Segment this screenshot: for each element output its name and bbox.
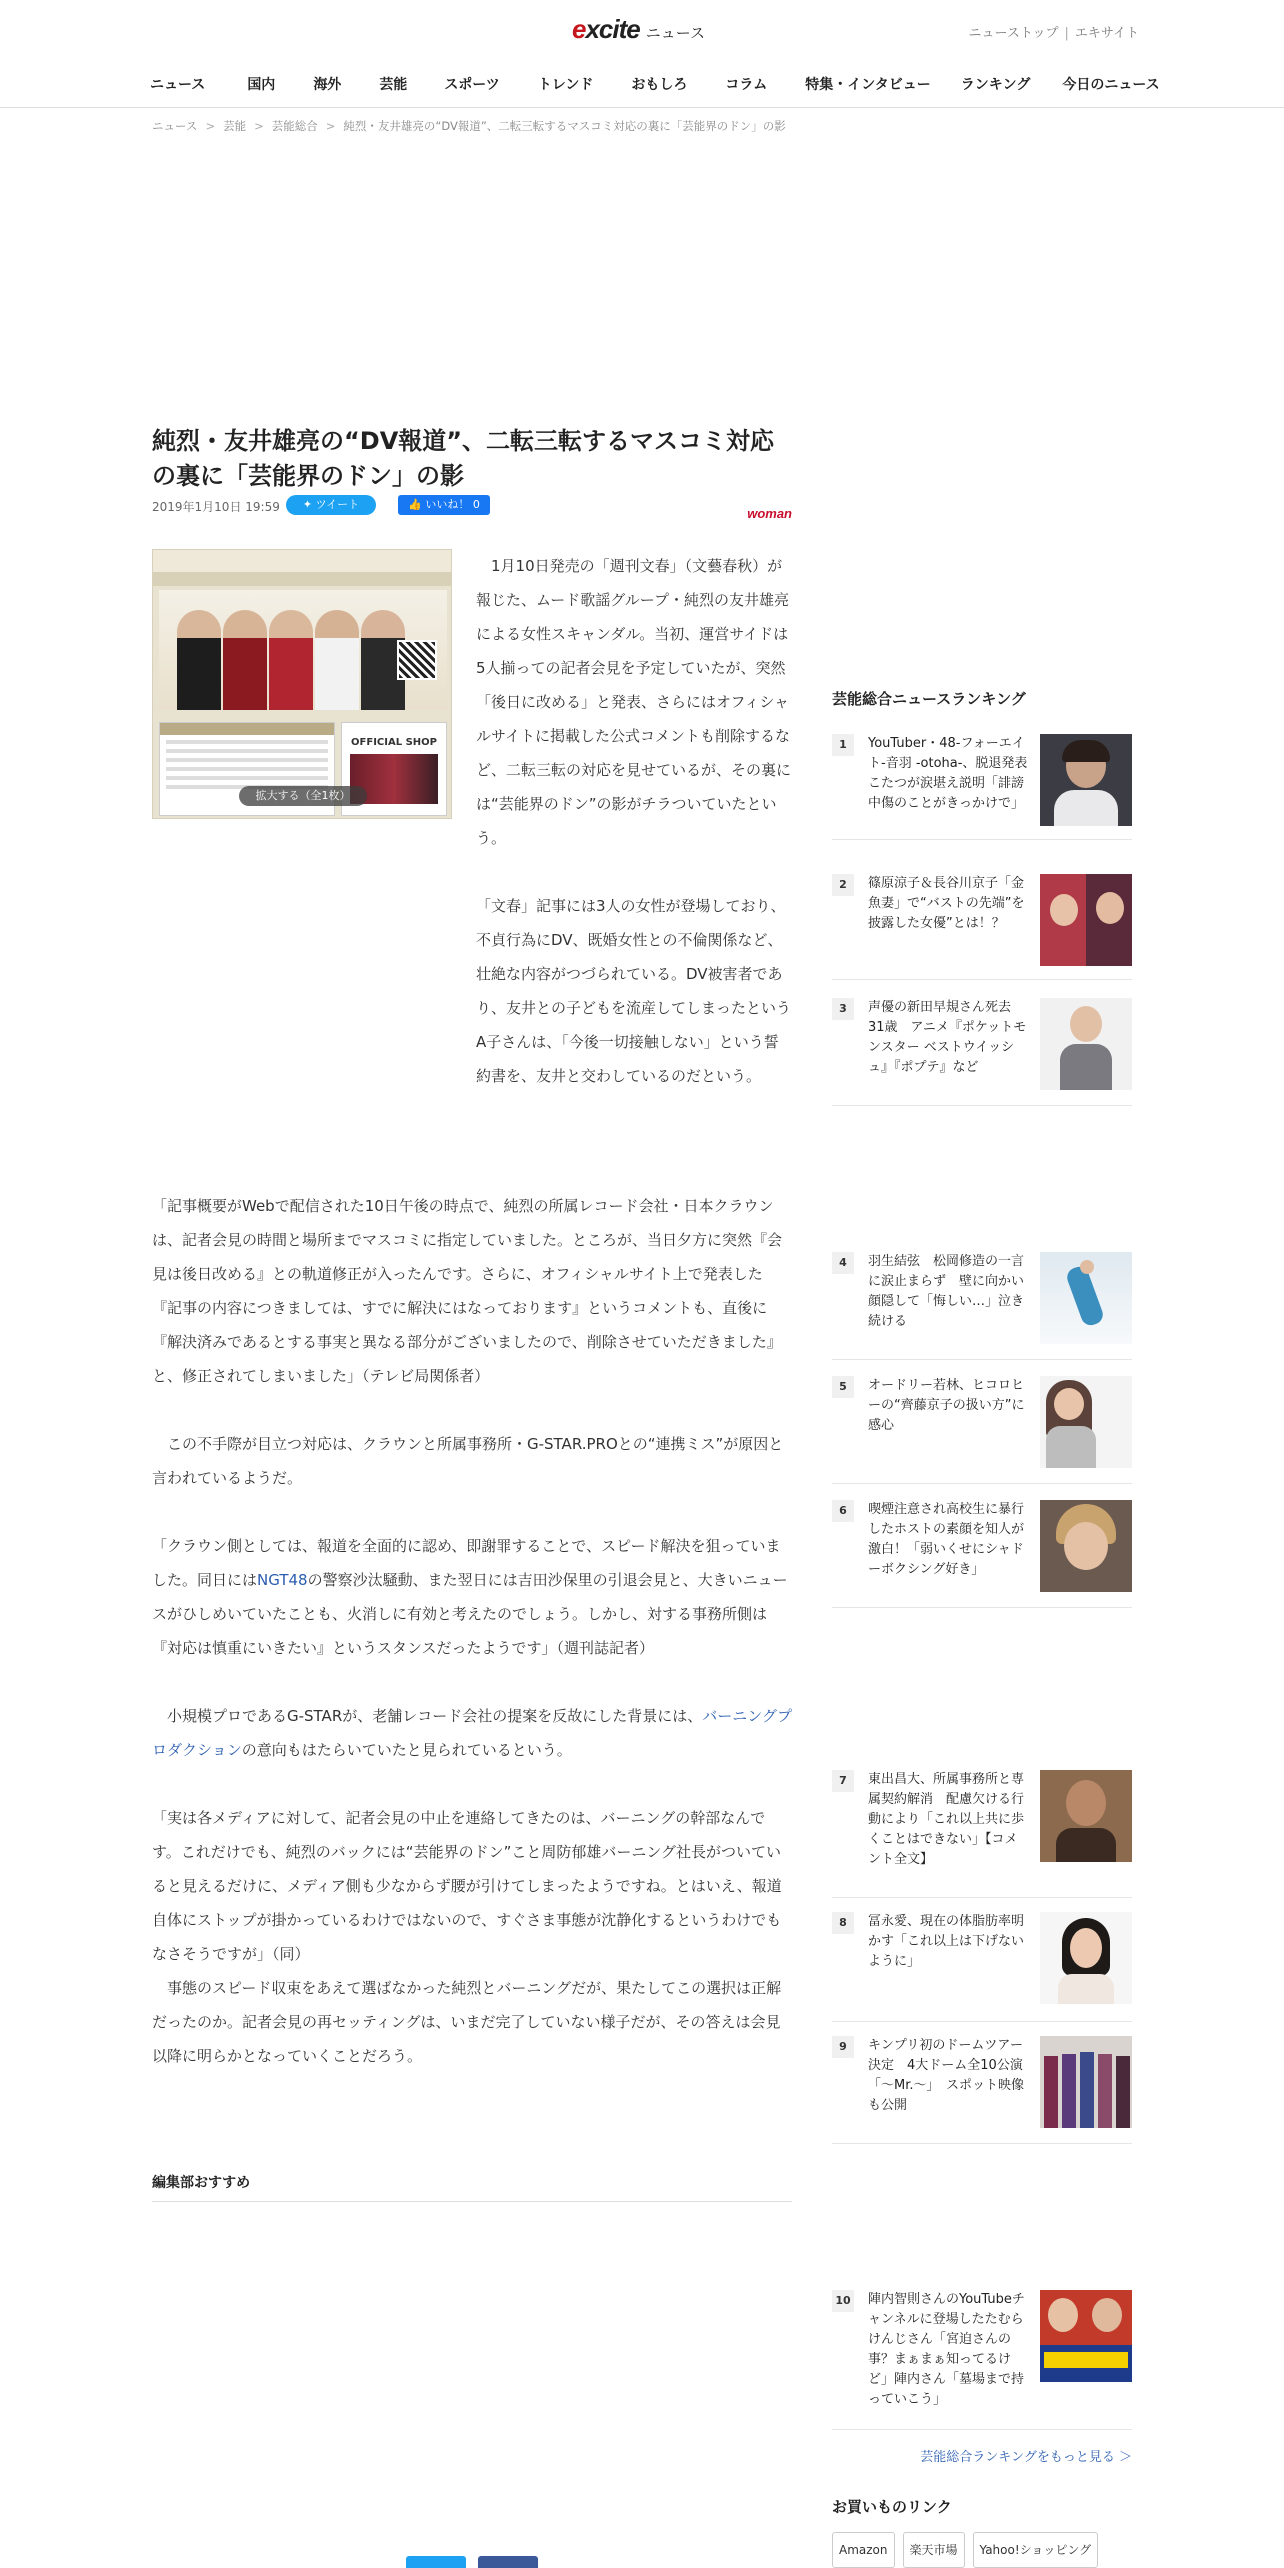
ranking-number: 2 [832,874,854,896]
photo-person [223,610,267,710]
ranking-thumbnail[interactable] [1040,1376,1132,1468]
article-date: 2019年1月10日 19:59 [152,500,280,514]
tweet-label: ツイート [315,498,360,511]
ranking-item[interactable] [832,1376,1132,1484]
body-text-span: の警察沙汰騒動、また翌日には吉田沙保里の引退会見と、大きいニュースがひしめいていたことも、火消しに有効と考えたのでしょう。しかし、対する事務所側は『対応は慎重にいきたい』というスタンスだったようです」（週刊誌記者） [152,1571,788,1657]
body-paragraph: 「記事概要がWebで配信された10日午後の時点で、純烈の所属レコード会社・日本クラウンは、記者会見の時間と場所までマスコミに指定していました。ところが、当日夕方に突然『会見は後日改める』との軌道修正が入ったんです。さらに、オフィシャルサイト上で発表した『記事の内容につきましては、すでに解決にはなっております』というコメントも、直後に『解決済みであるとする事実と異なる部分がございましたので、削除させていただきました』と、修正されてしまいました」（テレビ局関係者） [152,1197,783,1385]
ranking-thumbnail[interactable] [1040,1770,1132,1862]
photo-banner [159,590,447,710]
enlarge-button[interactable]: 拡大する（全1枚） [239,786,367,806]
ranking-number: 5 [832,1376,854,1398]
nav-item-today[interactable]: 今日のニュース [1062,77,1160,93]
lead-paragraph: 「文春」記事には3人の女性が登場しており、不貞行為にDV、既婚女性との不倫関係など、壮絶な内容がつづられている。DV被害者であり、友井との子どもを流産してしまったというA子さんは、「今後一切接触しない」という誓約書を、友井と交わしているのだという。 [476,897,792,1085]
nav-item-entertainment[interactable]: 芸能 [379,77,408,93]
photo-site-header [153,550,452,572]
ranking-number: 1 [832,734,854,756]
body-paragraph [152,1529,792,1665]
nav-item-ranking[interactable]: ランキング [960,77,1031,93]
ranking-item[interactable] [832,1912,1132,2022]
tweet-button[interactable] [286,495,376,515]
nav-item-trend[interactable]: トレンド [537,77,594,93]
rakuten-link[interactable]: 楽天市場 [903,2532,965,2568]
body-text-span: 小規模プロであるG-STARが、老舗レコード会社の提案を反故にした背景には、 [167,1707,703,1725]
ranking-headline[interactable]: 陣内智則さんのYouTubeチャンネルに登場したたむらけんじさん「宮迫さんの事？まぁまぁ知ってるけど」陣内さん「墓場まで持っていこう」 [868,2292,1025,2407]
nav-item-sports[interactable]: スポーツ [444,77,500,93]
ranking-item[interactable] [832,2290,1132,2430]
excite-link[interactable]: エキサイト [1074,26,1139,41]
shopping-links-title: お買いものリンク [832,2498,952,2516]
like-button[interactable] [398,495,490,515]
ngt48-link[interactable]: NGT48 [257,1571,308,1589]
ranking-headline[interactable]: YouTuber・48-フォーエイト-音羽 -otoha-、脱退発表 こたつが涙堪え説明「誹謗中傷のことがきっかけで」 [868,736,1028,811]
source-logo-text: woman [747,506,792,521]
ranking-item[interactable] [832,998,1132,1106]
ranking-headline[interactable]: オードリー若林、ヒコロヒーの“齊藤京子の扱い方”に感心 [868,1378,1025,1433]
news-top-link[interactable]: ニューストップ [968,26,1059,41]
ranking-thumbnail[interactable] [1040,874,1132,966]
yahoo-shopping-link[interactable]: Yahoo!ショッピング [973,2532,1099,2568]
lead-paragraph: 1月10日発売の「週刊文春」（文藝春秋）が報じた、ムード歌謡グループ・純烈の友井雄亮による女性スキャンダル。当初、運営サイドは5人揃っての記者会見を予定していたが、突然「後日に改める」と発表、さらにはオフィシャルサイトに掲載した公式コメントも削除するなど、二転三転の対応を見せているが、その裏には“芸能界のドン”の影がチラついていたという。 [476,557,792,847]
article-photo[interactable] [152,549,452,819]
ranking-item[interactable] [832,1252,1132,1360]
body-text-span: の意向もはたらいていたと見られているという。 [241,1741,572,1759]
ranking-number: 4 [832,1252,854,1274]
thumbs-up-icon: 👍 [408,498,426,511]
burning-production-link[interactable]: バーニングプロダクション [152,1707,792,1759]
global-nav [0,62,1284,108]
twitter-bird-icon: ✦ [302,498,316,511]
article-body [152,1189,792,2107]
nav-item-domestic[interactable]: 国内 [247,77,276,93]
body-paragraph: この不手際が目立つ対応は、クラウンと所属事務所・G-STAR.PROとの“連携ミス”が原因と言われているようだ。 [152,1435,784,1487]
ranking-thumbnail[interactable] [1040,2036,1132,2128]
logo-mark: excite [572,14,640,44]
ranking-number: 6 [832,1500,854,1522]
body-paragraph [152,1699,792,1767]
ranking-thumbnail[interactable] [1040,2290,1132,2382]
amazon-link[interactable]: Amazon [832,2532,895,2568]
ranking-thumbnail[interactable] [1040,1500,1132,1592]
qr-code-icon [397,640,437,680]
ranking-headline[interactable]: 声優の新田早規さん死去 31歳 アニメ『ポケットモンスター ベストウイッシュ』『ポプテ』など [868,1000,1027,1075]
ranking-item[interactable] [832,1770,1132,1898]
shopping-links [832,2532,1106,2568]
nav-item-world[interactable]: 海外 [313,77,342,93]
site-header [0,0,1284,62]
ranking-item[interactable] [832,734,1132,840]
ranking-number: 9 [832,2036,854,2058]
ranking-headline[interactable]: キンプリ初のドームツアー決定 4大ドーム全10公演「～Mr.～」 スポット映像も公開 [868,2038,1025,2113]
ranking-headline[interactable]: 冨永愛、現在の体脂肪率明かす「これ以上は下げないように」 [868,1914,1025,1969]
excite-logo[interactable] [572,14,705,45]
ranking-number: 3 [832,998,854,1020]
breadcrumb-current: 純烈・友井雄亮の“DV報道”、二転三転するマスコミ対応の裏に「芸能界のドン」の影 [343,119,786,133]
top-links: ニューストップ | エキサイト [968,26,1139,41]
nav-item-column[interactable]: コラム [725,77,768,93]
body-paragraph: 「実は各メディアに対して、記者会見の中止を連絡してきたのは、バーニングの幹部なんです。これだけでも、純烈のバックには“芸能界のドン”こと周防郁雄バーニング社長がついていると見えるだけに、メディア側も少なからず腰が引けてしまったようですね。とはいえ、報道自体にストップが掛かっているわけではないので、すぐさま事態が沈静化するというわけでもなさそうですが」（同） [152,1809,782,1963]
article-lead [476,549,792,1127]
ranking-item[interactable] [832,1500,1132,1608]
ranking-thumbnail[interactable] [1040,998,1132,1090]
photo-shop-title: OFFICIAL SHOP [351,737,437,748]
body-text-span: 「クラウン側としては、報道を全面的に認め、即謝罪することで、スピード解決を狙っていました。同日には [152,1537,781,1589]
ranking-headline[interactable]: 東出昌大、所属事務所と専属契約解消 配慮欠ける行動により「これ以上共に歩くことはできない」【コメント全文】 [868,1772,1025,1867]
breadcrumb-entertainment[interactable]: 芸能 [223,119,247,133]
photo-person [177,610,221,710]
photo-site-nav [153,572,452,586]
ranking-number: 10 [832,2290,854,2312]
article-title: 純烈・友井雄亮の“DV報道”、二転三転するマスコミ対応の裏に「芸能界のドン」の影 [152,427,775,490]
ranking-item[interactable] [832,874,1132,980]
nav-item-feature[interactable]: 特集・インタビュー [805,77,931,93]
ranking-headline[interactable]: 喫煙注意され高校生に暴行したホストの素顔を知人が激白！「弱いくせにシャドーボクシング好き」 [868,1502,1025,1577]
breadcrumb-general[interactable]: 芸能総合 [271,119,318,133]
source-logo-tagline [710,497,792,503]
ranking-number: 8 [832,1912,854,1934]
editor-recommend-heading: 編集部おすすめ [152,2172,792,2202]
photo-person [269,610,313,710]
nav-item-funny[interactable]: おもしろ [631,77,688,93]
share-facebook-button[interactable] [478,2556,538,2568]
nav-item-news[interactable]: ニュース [150,77,206,93]
ranking-thumbnail[interactable] [1040,1252,1132,1344]
ranking-number: 7 [832,1770,854,1792]
ranking-headline[interactable]: 篠原涼子＆長谷川京子「金魚妻」で“バストの先端”を披露した女優”とは！？ [868,876,1025,931]
article-meta [152,495,792,521]
like-label: いいね！ 0 [425,498,480,511]
ranking-headline[interactable]: 羽生結弦 松岡修造の一言に涙止まらず 壁に向かい顔隠して「悔しい…」泣き続ける [868,1254,1025,1329]
share-twitter-button[interactable] [406,2556,466,2568]
body-paragraph: 事態のスピード収束をあえて選ばなかった純烈とバーニングだが、果たしてこの選択は正解だったのか。記者会見の再セッティングは、いまだ完了していない様子だが、その答えは会見以降に明らかとなっていくことだろう。 [152,1979,782,2065]
photo-person [315,610,359,710]
ranking-title: 芸能総合ニュースランキング [832,690,1026,708]
breadcrumb-news[interactable]: ニュース [152,119,198,133]
breadcrumb: ニュース > 芸能 > 芸能総合 > 純烈・友井雄亮の“DV報道”、二転三転するマスコミ対応の裏に「芸能界のドン」の影 [152,119,786,133]
ranking-more-link[interactable]: 芸能総合ランキングをもっと見る ＞ [920,2450,1132,2465]
ranking-item[interactable] [832,2036,1132,2144]
source-logo[interactable] [710,497,792,521]
ranking-thumbnail[interactable] [1040,734,1132,826]
logo-sub: ニュース [645,24,705,42]
ranking-thumbnail[interactable] [1040,1912,1132,2004]
